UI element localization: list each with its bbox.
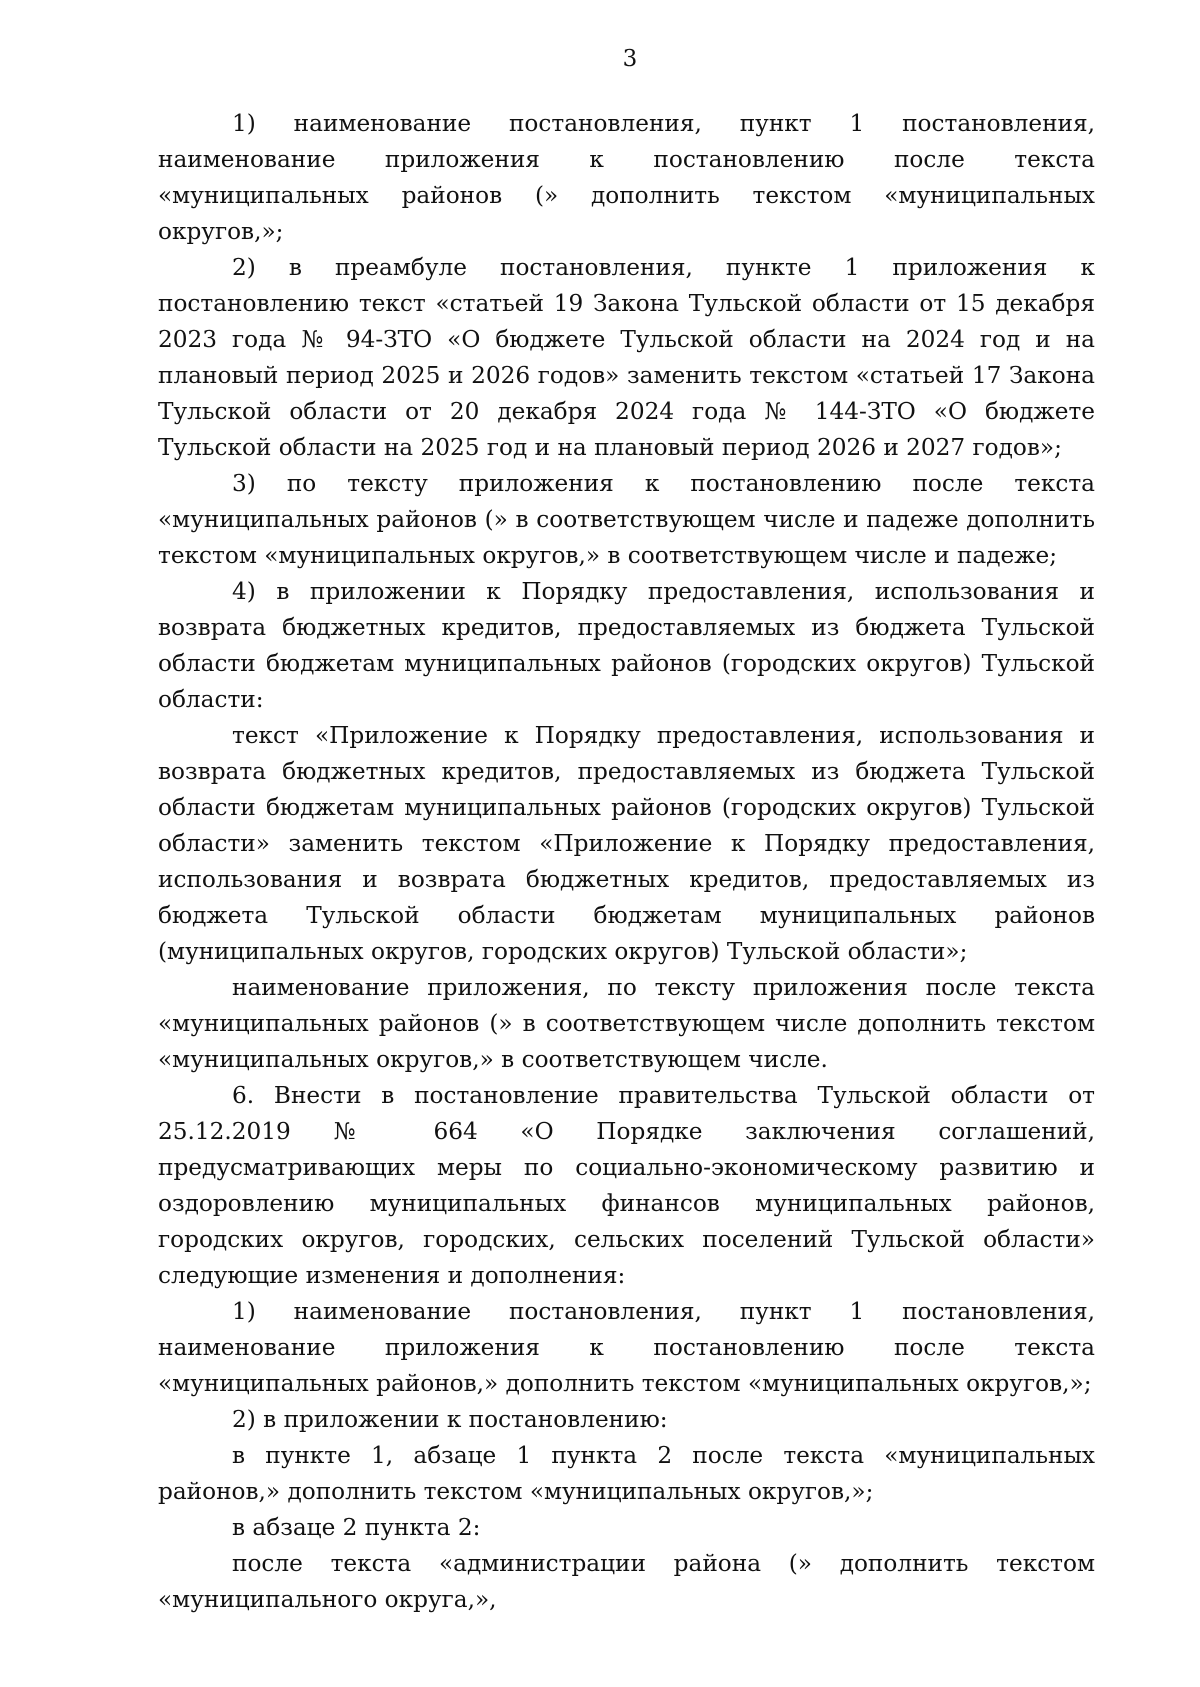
paragraph-item-1: 1) наименование постановления, пункт 1 постановления, наименование приложения к постановлению после текста «муниципальных районов (» дополнить текстом «муниципальных округов,»; — [158, 110, 1095, 245]
document-body — [158, 106, 1095, 1618]
paragraph-6-item-2-point-1: в пункте 1, абзаце 1 пункта 2 после текста «муниципальных районов,» дополнить текстом «муниципальных округов,»; — [158, 1442, 1095, 1505]
page-number: 3 — [622, 46, 638, 72]
paragraph-item-2: 2) в преамбуле постановления, пункте 1 приложения к постановлению текст «статьей 19 Закона Тульской области от 15 декабря 2023 года № 94-ЗТО «О бюджете Тульской области на 2024 год и на плановый период 2025 и 2026 годов» заменить текстом «статьей 17 Закона Тульской области от 20 декабря 2024 года № 144-ЗТО «О бюджете Тульской области на 2025 год и на плановый период 2026 и 2027 годов»; — [158, 254, 1095, 461]
paragraph-6-item-2-point-2-text: после текста «администрации района (» дополнить текстом «муниципального округа,», — [158, 1550, 1095, 1613]
paragraph-replace-title: текст «Приложение к Порядку предоставления, использования и возврата бюджетных кредитов, предоставляемых из бюджета Тульской области бюджетам муниципальных районов (городских округов) Тульской области» заменить текстом «Приложение к Порядку предоставления, использования и возврата бюджетных кредитов, предоставляемых из бюджета Тульской области бюджетам муниципальных районов (муниципальных округов, городских округов) Тульской области»; — [158, 722, 1095, 965]
paragraph-6-item-2-point-2: в абзаце 2 пункта 2: — [232, 1514, 481, 1541]
paragraph-appendix-name: наименование приложения, по тексту приложения после текста «муниципальных районов (» в соответствующем числе дополнить текстом «муниципальных округов,» в соответствующем числе. — [158, 974, 1095, 1073]
paragraph-section-6: 6. Внести в постановление правительства Тульской области от 25.12.2019 № 664 «О Порядке заключения соглашений, предусматривающих меры по социально-экономическому развитию и оздоровлению муниципальных финансов муниципальных районов, городских округов, городских, сельских поселений Тульской области» следующие изменения и дополнения: — [158, 1082, 1095, 1289]
paragraph-item-3: 3) по тексту приложения к постановлению после текста «муниципальных районов (» в соответствующем числе и падеже дополнить текстом «муниципальных округов,» в соответствующем числе и падеже; — [158, 470, 1095, 569]
paragraph-6-item-2: 2) в приложении к постановлению: — [232, 1406, 668, 1433]
paragraph-item-4: 4) в приложении к Порядку предоставления, использования и возврата бюджетных кредитов, предоставляемых из бюджета Тульской области бюджетам муниципальных районов (городских округов) Тульской области: — [158, 578, 1095, 713]
paragraph-6-item-1: 1) наименование постановления, пункт 1 постановления, наименование приложения к постановлению после текста «муниципальных районов,» дополнить текстом «муниципальных округов,»; — [158, 1298, 1095, 1397]
